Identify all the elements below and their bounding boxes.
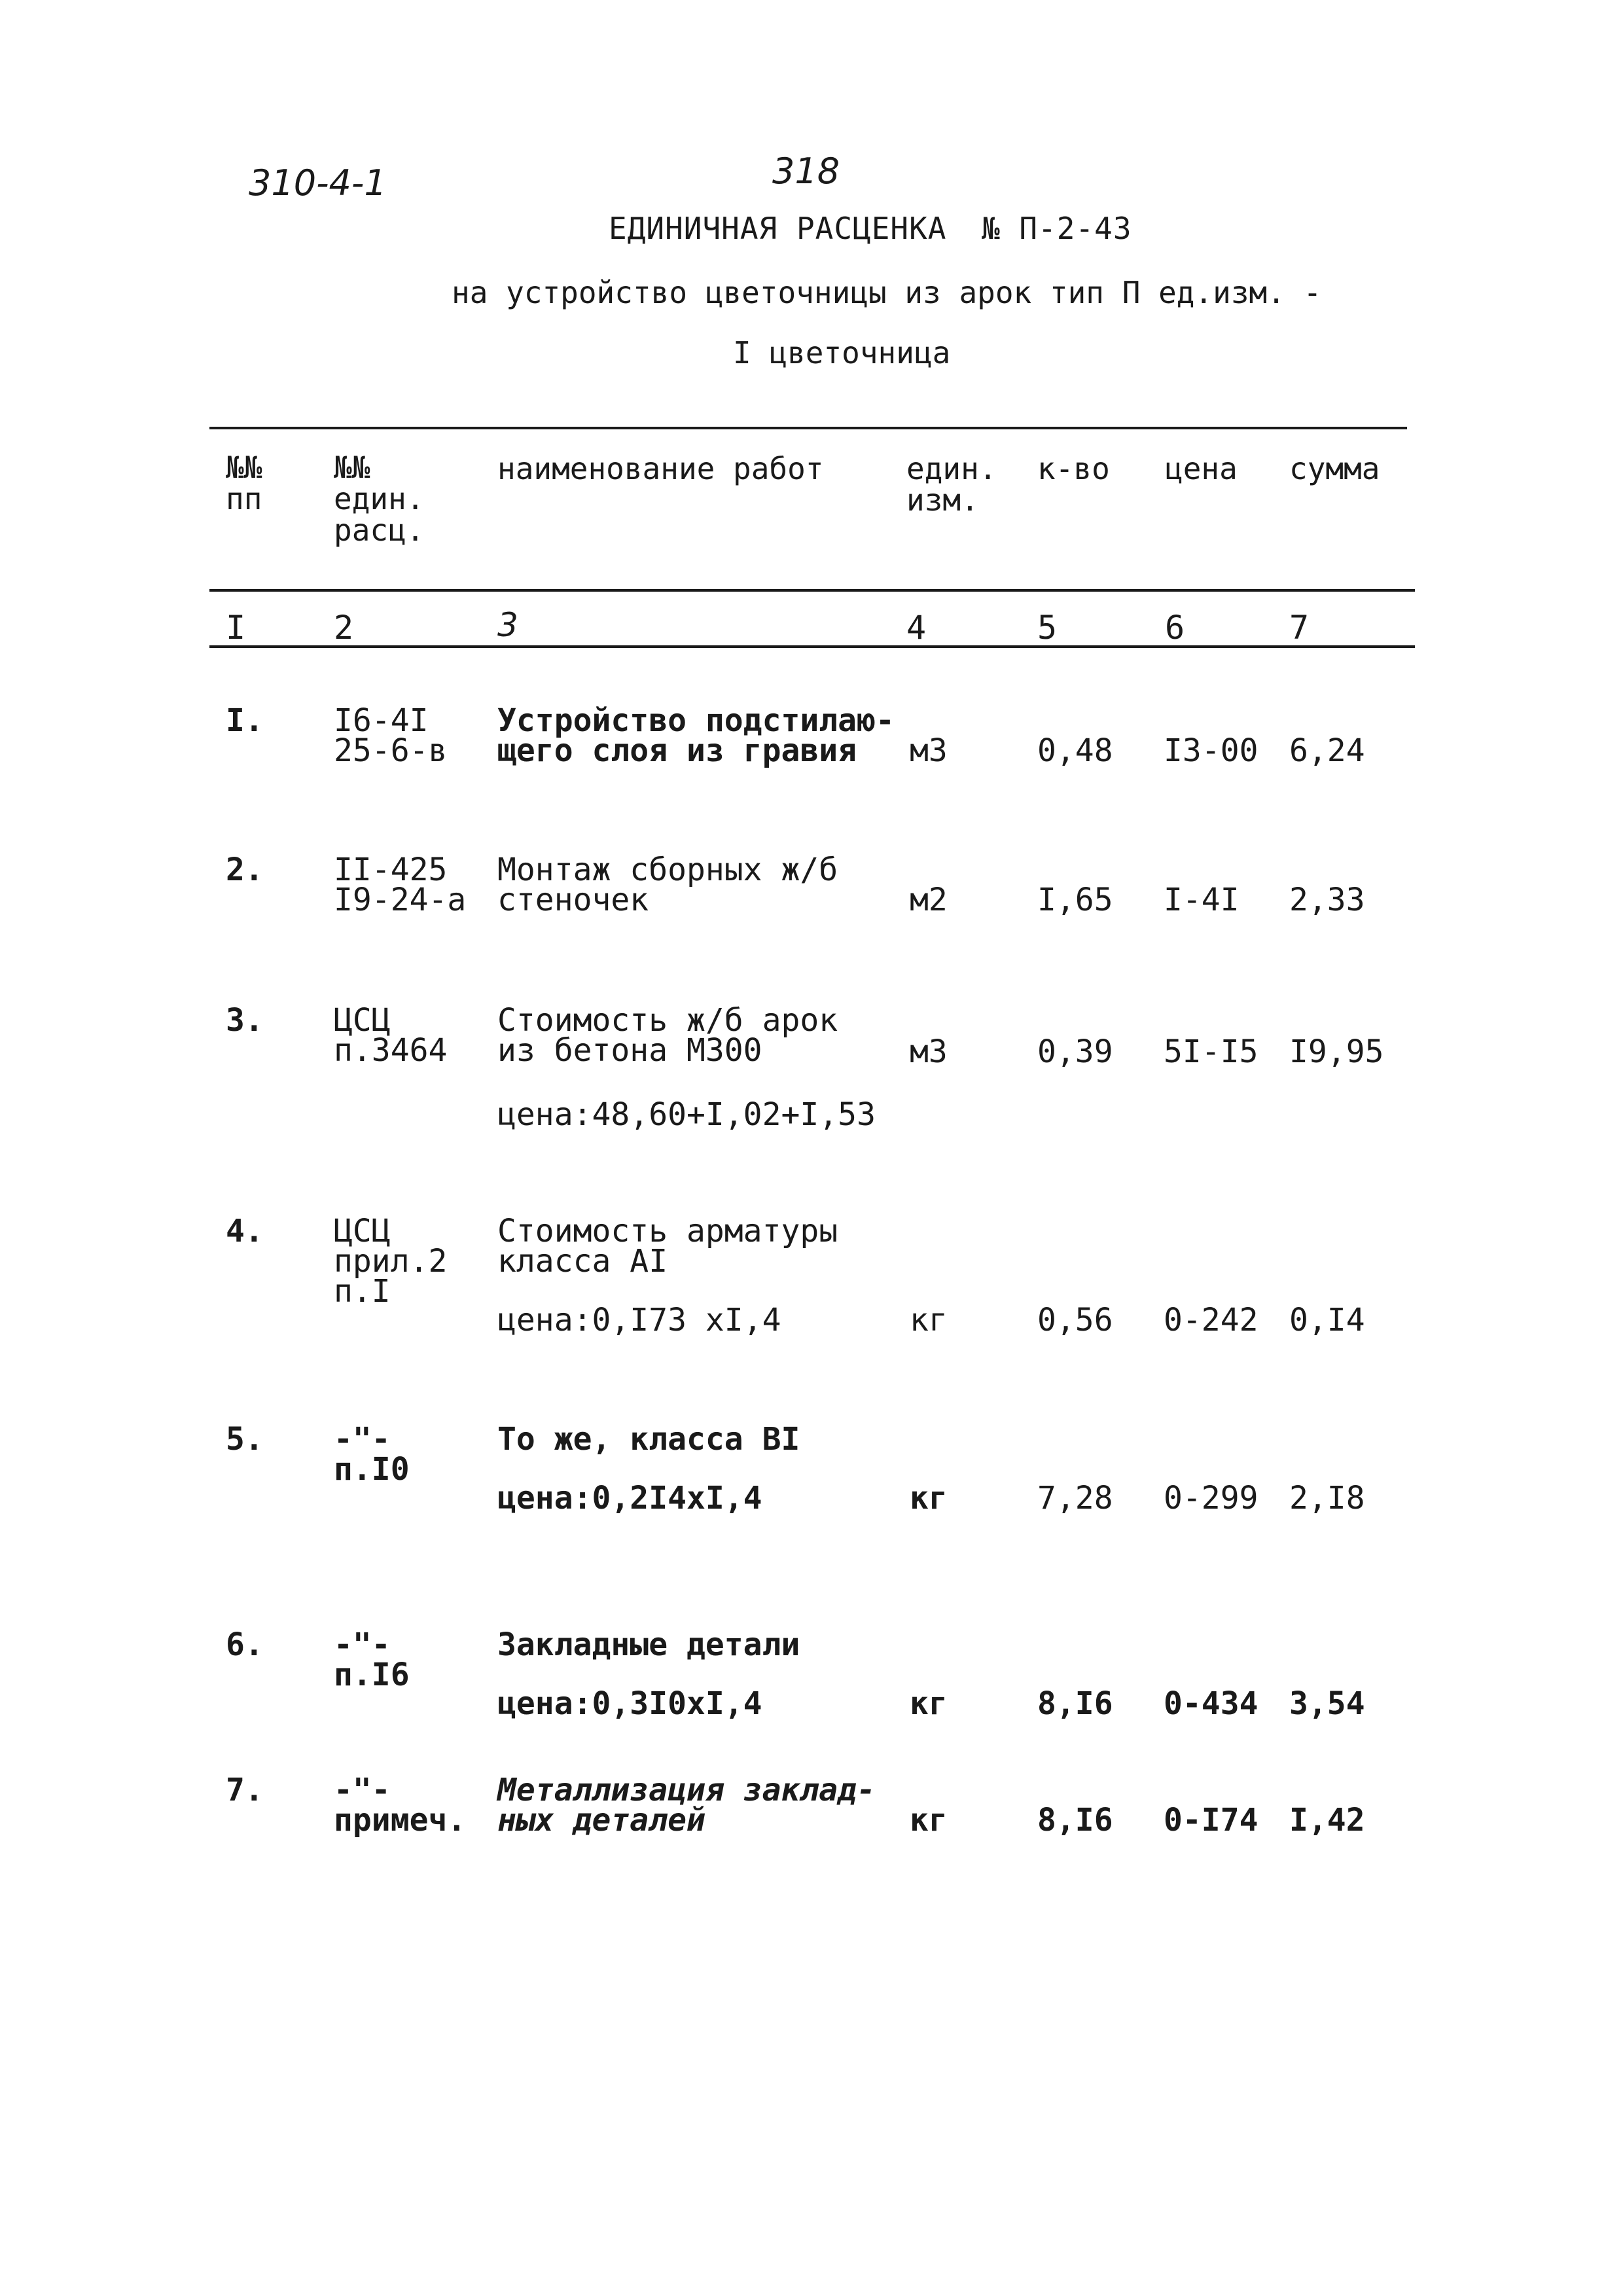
row-price-note: цена:48,60+I,02+I,53 bbox=[497, 1096, 876, 1133]
row-sum: 2,33 bbox=[1289, 882, 1365, 918]
row-sum: I9,95 bbox=[1289, 1033, 1384, 1070]
row-sum: 2,I8 bbox=[1289, 1480, 1365, 1516]
row-unit: кг bbox=[910, 1802, 948, 1839]
column-number-4: 4 bbox=[906, 609, 927, 647]
row-number: I. bbox=[226, 702, 264, 739]
row-qty: 0,56 bbox=[1037, 1302, 1113, 1338]
row-code: -"- п.I6 bbox=[334, 1626, 410, 1693]
document-code: 310-4-1 bbox=[249, 162, 387, 204]
column-numbers-rule bbox=[209, 645, 1415, 648]
row-sum: 0,I4 bbox=[1289, 1302, 1365, 1338]
row-sum: I,42 bbox=[1289, 1802, 1365, 1839]
row-work-name: То же, класса ВI bbox=[497, 1421, 800, 1458]
column-number-1: I bbox=[226, 609, 246, 647]
row-code: -"- п.I0 bbox=[334, 1421, 410, 1488]
row-qty: 0,48 bbox=[1037, 732, 1113, 769]
column-number-2: 2 bbox=[334, 609, 354, 647]
document-subtitle-line1: на устройство цветочницы из арок тип П ед.изм. - bbox=[452, 275, 1322, 310]
row-code: ЦСЦ п.3464 bbox=[334, 1002, 448, 1069]
row-work-name: Закладные детали bbox=[497, 1626, 800, 1663]
row-number: 7. bbox=[226, 1772, 264, 1808]
column-number-3: 3 bbox=[497, 606, 518, 644]
row-number: 3. bbox=[226, 1002, 264, 1039]
row-work-name: Устройство подстилаю- щего слоя из гравия bbox=[497, 702, 895, 769]
row-number: 2. bbox=[226, 852, 264, 888]
document-subtitle-line2: I цветочница bbox=[733, 335, 951, 370]
row-number: 6. bbox=[226, 1626, 264, 1663]
row-qty: I,65 bbox=[1037, 882, 1113, 918]
row-number: 5. bbox=[226, 1421, 264, 1458]
table-top-rule bbox=[209, 427, 1407, 429]
row-price-note: цена:0,2I4хI,4 bbox=[497, 1480, 762, 1516]
row-qty: 8,I6 bbox=[1037, 1685, 1113, 1722]
row-price-note: цена:0,3I0хI,4 bbox=[497, 1685, 762, 1722]
row-code: II-425 I9-24-а bbox=[334, 852, 467, 918]
row-number: 4. bbox=[226, 1213, 264, 1249]
row-price: 5I-I5 bbox=[1164, 1033, 1258, 1070]
row-code: I6-4I 25-6-в bbox=[334, 702, 448, 769]
row-qty: 7,28 bbox=[1037, 1480, 1113, 1516]
row-price-note: цена:0,I73 хI,4 bbox=[497, 1302, 781, 1338]
row-work-name: Стоимость ж/б арок из бетона М300 bbox=[497, 1002, 838, 1069]
row-code: -"- примеч. bbox=[334, 1772, 467, 1839]
document-number: № П-2-43 bbox=[982, 211, 1132, 246]
row-price: I3-00 bbox=[1164, 732, 1258, 769]
row-price: I-4I bbox=[1164, 882, 1240, 918]
row-sum: 6,24 bbox=[1289, 732, 1365, 769]
row-unit: кг bbox=[910, 1302, 948, 1338]
row-code: ЦСЦ прил.2 п.I bbox=[334, 1213, 448, 1310]
row-price: 0-I74 bbox=[1164, 1802, 1258, 1839]
row-work-name: Монтаж сборных ж/б стеночек bbox=[497, 852, 838, 918]
column-number-6: 6 bbox=[1165, 609, 1185, 647]
row-unit: м3 bbox=[910, 732, 948, 769]
row-unit: м3 bbox=[910, 1033, 948, 1070]
row-unit: м2 bbox=[910, 882, 948, 918]
row-price: 0-242 bbox=[1164, 1302, 1258, 1338]
header-price: цена bbox=[1165, 451, 1238, 486]
header-sum: сумма bbox=[1289, 451, 1380, 486]
row-price: 0-299 bbox=[1164, 1480, 1258, 1516]
column-number-5: 5 bbox=[1037, 609, 1058, 647]
row-price: 0-434 bbox=[1164, 1685, 1258, 1722]
header-code: №№ един. расц. bbox=[334, 450, 425, 548]
header-unit: един. изм. bbox=[906, 451, 997, 518]
header-bottom-rule bbox=[209, 589, 1415, 592]
document-title: ЕДИНИЧНАЯ РАСЦЕНКА bbox=[609, 211, 947, 246]
header-name: наименование работ bbox=[497, 451, 824, 486]
row-work-name: Металлизация заклад- ных деталей bbox=[497, 1772, 876, 1839]
header-qty: к-во bbox=[1037, 451, 1110, 486]
column-number-7: 7 bbox=[1289, 609, 1310, 647]
row-qty: 8,I6 bbox=[1037, 1802, 1113, 1839]
page-number: 318 bbox=[772, 151, 840, 192]
header-num: №№ пп bbox=[226, 450, 262, 516]
row-work-name: Стоимость арматуры класса АI bbox=[497, 1213, 838, 1280]
row-sum: 3,54 bbox=[1289, 1685, 1365, 1722]
row-qty: 0,39 bbox=[1037, 1033, 1113, 1070]
row-unit: кг bbox=[910, 1685, 948, 1722]
row-unit: кг bbox=[910, 1480, 948, 1516]
